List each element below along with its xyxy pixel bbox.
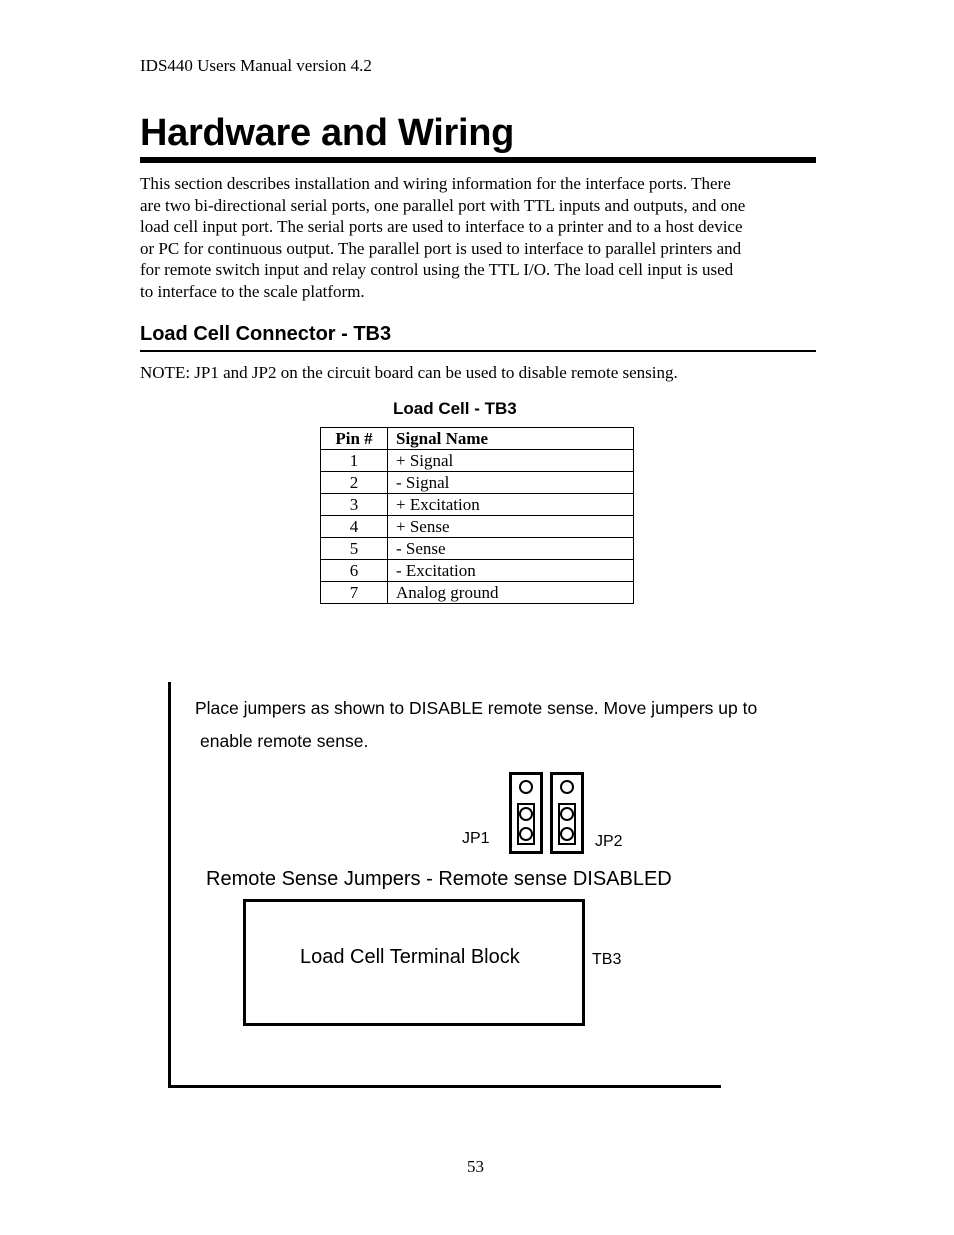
- signal-cell: - Sense: [388, 538, 634, 560]
- intro-line: for remote switch input and relay control using the TTL I/O. The load cell input is used: [140, 260, 734, 279]
- pin-cell: 5: [321, 538, 388, 560]
- title-rule: [140, 157, 816, 163]
- table-row: [321, 472, 634, 494]
- diagram-border-bottom: [168, 1085, 721, 1088]
- jp2-label: JP2: [595, 833, 623, 850]
- jumper-pin-icon: [560, 780, 574, 794]
- table-row: [321, 538, 634, 560]
- table-row: [321, 494, 634, 516]
- pin-cell: 2: [321, 472, 388, 494]
- pin-cell: 4: [321, 516, 388, 538]
- signal-cell: + Signal: [388, 450, 634, 472]
- tb3-label: TB3: [592, 951, 622, 968]
- signal-cell: Analog ground: [388, 582, 634, 604]
- section-title: Hardware and Wiring: [140, 112, 515, 154]
- pin-cell: 3: [321, 494, 388, 516]
- table-header-row: [321, 428, 634, 450]
- pin-cell: 7: [321, 582, 388, 604]
- pin-cell: 1: [321, 450, 388, 472]
- intro-line: This section describes installation and wiring information for the interface ports. There: [140, 174, 731, 193]
- header-pin: Pin #: [321, 428, 388, 450]
- jumper-pin-icon: [560, 807, 574, 821]
- jumper-pin-icon: [560, 827, 574, 841]
- jumper-pin-icon: [519, 827, 533, 841]
- pin-cell: 6: [321, 560, 388, 582]
- signal-cell: + Sense: [388, 516, 634, 538]
- table-row: [321, 516, 634, 538]
- subsection-title: Load Cell Connector - TB3: [140, 323, 392, 345]
- jumper-pin-icon: [519, 807, 533, 821]
- running-header: IDS440 Users Manual version 4.2: [140, 56, 372, 75]
- header-signal: Signal Name: [388, 428, 634, 450]
- terminal-block-label: Load Cell Terminal Block: [300, 946, 520, 968]
- intro-line: or PC for continuous output. The parallel port is used to interface to parallel printers and: [140, 238, 742, 258]
- intro-line: are two bi-directional serial ports, one parallel port with TTL inputs and outputs, and one: [140, 195, 746, 215]
- signal-cell: + Excitation: [388, 494, 634, 516]
- intro-paragraph: [140, 173, 816, 302]
- signal-cell: - Excitation: [388, 560, 634, 582]
- intro-line: load cell input port. The serial ports are used to interface to a printer and to a host device: [140, 217, 743, 236]
- signal-cell: - Signal: [388, 472, 634, 494]
- page-number: 53: [467, 1157, 484, 1176]
- pin-table: [320, 427, 634, 604]
- diagram-instruction: Place jumpers as shown to DISABLE remote sense. Move jumpers up to: [195, 698, 758, 718]
- jumper-caption: Remote Sense Jumpers - Remote sense DISABLED: [206, 868, 672, 890]
- jumper-pin-icon: [519, 780, 533, 794]
- table-row: [321, 450, 634, 472]
- table-row: [321, 582, 634, 604]
- diagram-instruction: enable remote sense.: [200, 731, 369, 751]
- jp1-label: JP1: [462, 830, 490, 847]
- intro-line: to interface to the scale platform.: [140, 281, 365, 301]
- note: NOTE: JP1 and JP2 on the circuit board can be used to disable remote sensing.: [140, 363, 678, 382]
- jp2-jumper: [550, 772, 584, 854]
- jp1-jumper: [509, 772, 543, 854]
- diagram-border-left: [168, 682, 171, 1088]
- table-row: [321, 560, 634, 582]
- table-caption: Load Cell - TB3: [393, 399, 517, 418]
- subsection-rule: [140, 350, 816, 352]
